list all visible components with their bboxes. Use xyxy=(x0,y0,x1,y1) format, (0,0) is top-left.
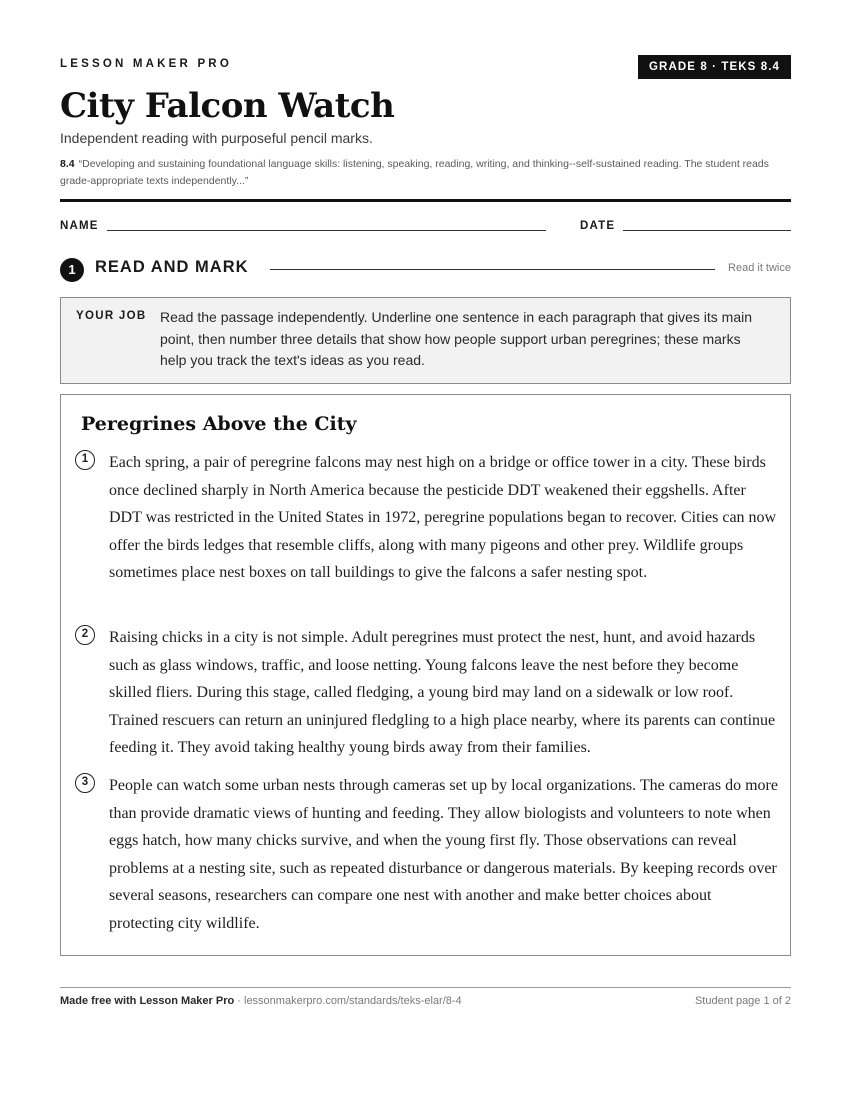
page-title: City Falcon Watch xyxy=(60,86,395,126)
footer-separator: · xyxy=(234,995,244,1007)
paragraph-number-circle: 1 xyxy=(75,450,95,470)
passage-box xyxy=(60,394,791,956)
footer-credit xyxy=(60,995,462,1007)
passage-title: Peregrines Above the City xyxy=(81,413,357,435)
worksheet-page xyxy=(60,0,791,1100)
paragraph-text[interactable]: People can watch some urban nests through cameras set up by local organizations. The cameras do more than provide dramatic views of hunting and feeding. They allow biologists and volunteers to note when eggs hatch, how many chicks survive, and when the young first fly. Those observations can reveal problems at a nesting site, such as repeated disturbance or dangerous materials. By keeping records over several seasons, researchers can compare one nest with another and make better choices about protecting city wildlife. xyxy=(109,777,778,932)
paragraph-number-circle: 2 xyxy=(75,625,95,645)
name-label: NAME xyxy=(60,220,99,232)
page-subtitle: Independent reading with purposeful pencil marks. xyxy=(60,130,373,146)
instructions-box xyxy=(60,297,791,384)
standard-code: 8.4 xyxy=(60,158,75,170)
footer-maker: Made free with Lesson Maker Pro xyxy=(60,995,235,1007)
section-hint: Read it twice xyxy=(728,262,791,274)
page-number: Student page 1 of 2 xyxy=(694,995,791,1007)
standard-description xyxy=(60,156,791,190)
footer-url[interactable]: lessonmakerpro.com/standards/teks-elar/8-4 xyxy=(244,995,462,1007)
date-label: DATE xyxy=(580,220,616,232)
name-field[interactable] xyxy=(107,230,546,231)
paragraph-number-circle: 3 xyxy=(75,773,95,793)
section-title: READ AND MARK xyxy=(95,258,249,276)
grade-badge: GRADE 8 · TEKS 8.4 xyxy=(638,55,791,79)
section-divider xyxy=(270,269,715,270)
section-number-badge: 1 xyxy=(60,258,84,282)
paragraph-text[interactable]: Each spring, a pair of peregrine falcons may nest high on a bridge or office tower in a city. These birds once declined sharply in North America because the pesticide DDT weakened their eggshells. After DDT was restricted in the United States in 1972, peregrine populations began to recover. Cities can now offer the birds ledges that resemble cliffs, along with many pigeons and other prey. Wildlife groups sometimes place nest boxes on tall buildings to give the falcons a safer nesting spot. xyxy=(109,454,777,582)
instructions-label: YOUR JOB xyxy=(76,310,147,322)
footer-divider xyxy=(60,987,791,988)
instructions-text: Read the passage independently. Underline one sentence in each paragraph that gives its main point, then number three details that show how people support urban peregrines; these marks help you track the text's ideas as you read. xyxy=(160,309,753,368)
standard-text: “Developing and sustaining foundational language skills: listening, speaking, reading, writing, and thinking--self-sustained reading. The student reads grade-appropriate texts independently...” xyxy=(60,158,769,187)
date-field[interactable] xyxy=(623,230,791,231)
header-divider xyxy=(60,199,791,202)
brand-name: LESSON MAKER PRO xyxy=(60,58,232,70)
paragraph-text[interactable]: Raising chicks in a city is not simple. Adult peregrines must protect the nest, hunt, and avoid hazards such as glass windows, traffic, and loose netting. Young falcons leave the nest before they become skilled fliers. During this stage, called fledging, a young bird may land on a sidewalk or low roof. Trained rescuers can return an uninjured fledgling to a high place nearby, where its parents can continue feeding it. They avoid taking healthy young birds away from their families. xyxy=(109,629,776,757)
